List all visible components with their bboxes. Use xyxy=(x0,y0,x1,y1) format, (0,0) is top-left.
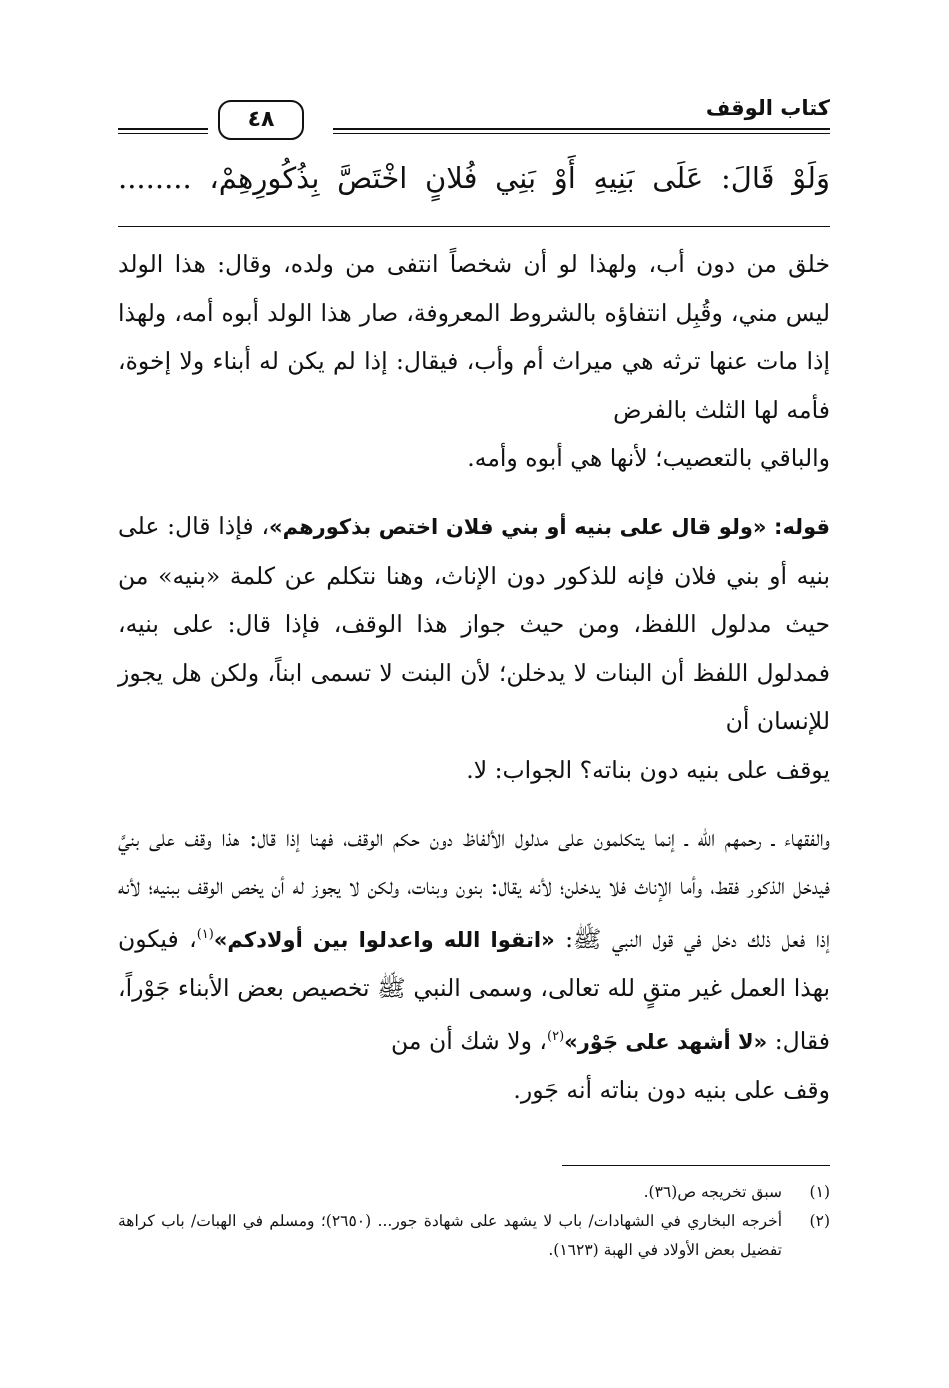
paragraph-3-text-c: ، ولا شك أن من xyxy=(391,1026,547,1055)
footnote-divider xyxy=(562,1165,830,1166)
header-rule-left-thin xyxy=(118,133,208,134)
footnote-number: (١) xyxy=(809,1183,830,1201)
footnote-text: سبق تخريجه ص(٣٦). xyxy=(643,1183,782,1201)
quoted-matn-lead: قوله: «ولو قال على بنيه أو بني فلان اختص بذكورهم» xyxy=(269,514,830,539)
paragraph-3-text-a: والفقهاء ـ رحمهم الله ـ إنما يتكلمون على مدلول الألفاظ دون حكم الوقف، فهنا إذا قال: هذا وقف على بنيَّ فيدخل الذكور فقط، وأما الإناث فلا يدخلن؛ لأنه يقال: بنون وبنات، ولكن لا يجوز له أن يخص الوقف ببنيه؛ لأنه إذا فعل ذلك دخل في قول النبي ﷺ: xyxy=(118,823,830,953)
matn-divider xyxy=(118,226,830,227)
paragraph-2 xyxy=(118,502,830,795)
footnote-item xyxy=(118,1207,830,1265)
running-header xyxy=(118,90,830,142)
commentary-body xyxy=(118,240,830,1115)
footnote-number: (٢) xyxy=(809,1212,830,1230)
paragraph-2-text: فإذا قال: على بنيه أو بني فلان فإنه للذكور دون الإناث، وهنا نتكلم عن كلمة «بنيه» من حيث مدلول اللفظ، ومن حيث جواز هذا الوقف، فإذا قال: على بنيه، فمدلول اللفظ أن البنات لا يدخلن؛ لأن البنت لا تسمى ابناً، ولكن هل يجوز للإنسان أن xyxy=(118,511,830,736)
footnote-ref-2[interactable]: (٢) xyxy=(547,1028,565,1044)
chapter-title: كتاب الوقف xyxy=(705,96,830,120)
paragraph-2-last-line: يوقف على بنيه دون بناته؟ الجواب: لا. xyxy=(466,755,830,784)
header-rule xyxy=(333,128,830,130)
footnote-item xyxy=(118,1178,830,1207)
matn-text: وَلَوْ قَالَ: عَلَى بَنِيهِ أَوْ بَنِي فُلانٍ اخْتَصَّ بِذُكُورِهِمْ، ........ xyxy=(118,161,830,195)
paragraph-3-text-b: ، فيكون بهذا العمل غير متقٍ لله تعالى، وسمى النبي ﷺ تخصيص بعض الأبناء جَوْراً، فقال: xyxy=(118,924,830,1055)
quoted-matn-comma: ، xyxy=(261,511,270,540)
paragraph-1-text: خلق من دون أب، ولهذا لو أن شخصاً انتفى من ولده، وقال: هذا الولد ليس مني، وقُبِل انتفاؤه بالشروط المعروفة، صار هذا الولد أبوه أمه، ولهذا إذا مات عنها ترثه هي ميراث أم وأب، فيقال: إذا لم يكن له أبناء ولا إخوة، فأمه لها الثلث بالفرض xyxy=(118,250,830,424)
footnote-ref-1[interactable]: (١) xyxy=(196,926,214,942)
paragraph-3-last-line: وقف على بنيه دون بناته أنه جَور. xyxy=(513,1076,830,1105)
paragraph-3 xyxy=(118,814,830,1115)
footnotes xyxy=(118,1178,830,1265)
hadith-quote-1: «اتقوا الله واعدلوا بين أولادكم» xyxy=(213,927,555,952)
footnote-text: أخرجه البخاري في الشهادات/ باب لا يشهد على شهادة جور... (٢٦٥٠)؛ ومسلم في الهبات/ باب كراهة تفضيل بعض الأولاد في الهبة (١٦٢٣). xyxy=(118,1212,782,1259)
paragraph-1 xyxy=(118,240,830,483)
header-rule-thin xyxy=(333,133,830,134)
header-rule-left xyxy=(118,128,208,130)
paragraph-1-last-line: والباقي بالتعصيب؛ لأنها هي أبوه وأمه. xyxy=(467,444,830,473)
hadith-quote-2: «لا أشهد على جَوْر» xyxy=(564,1029,768,1054)
page-number: ٤٨ xyxy=(218,100,304,140)
